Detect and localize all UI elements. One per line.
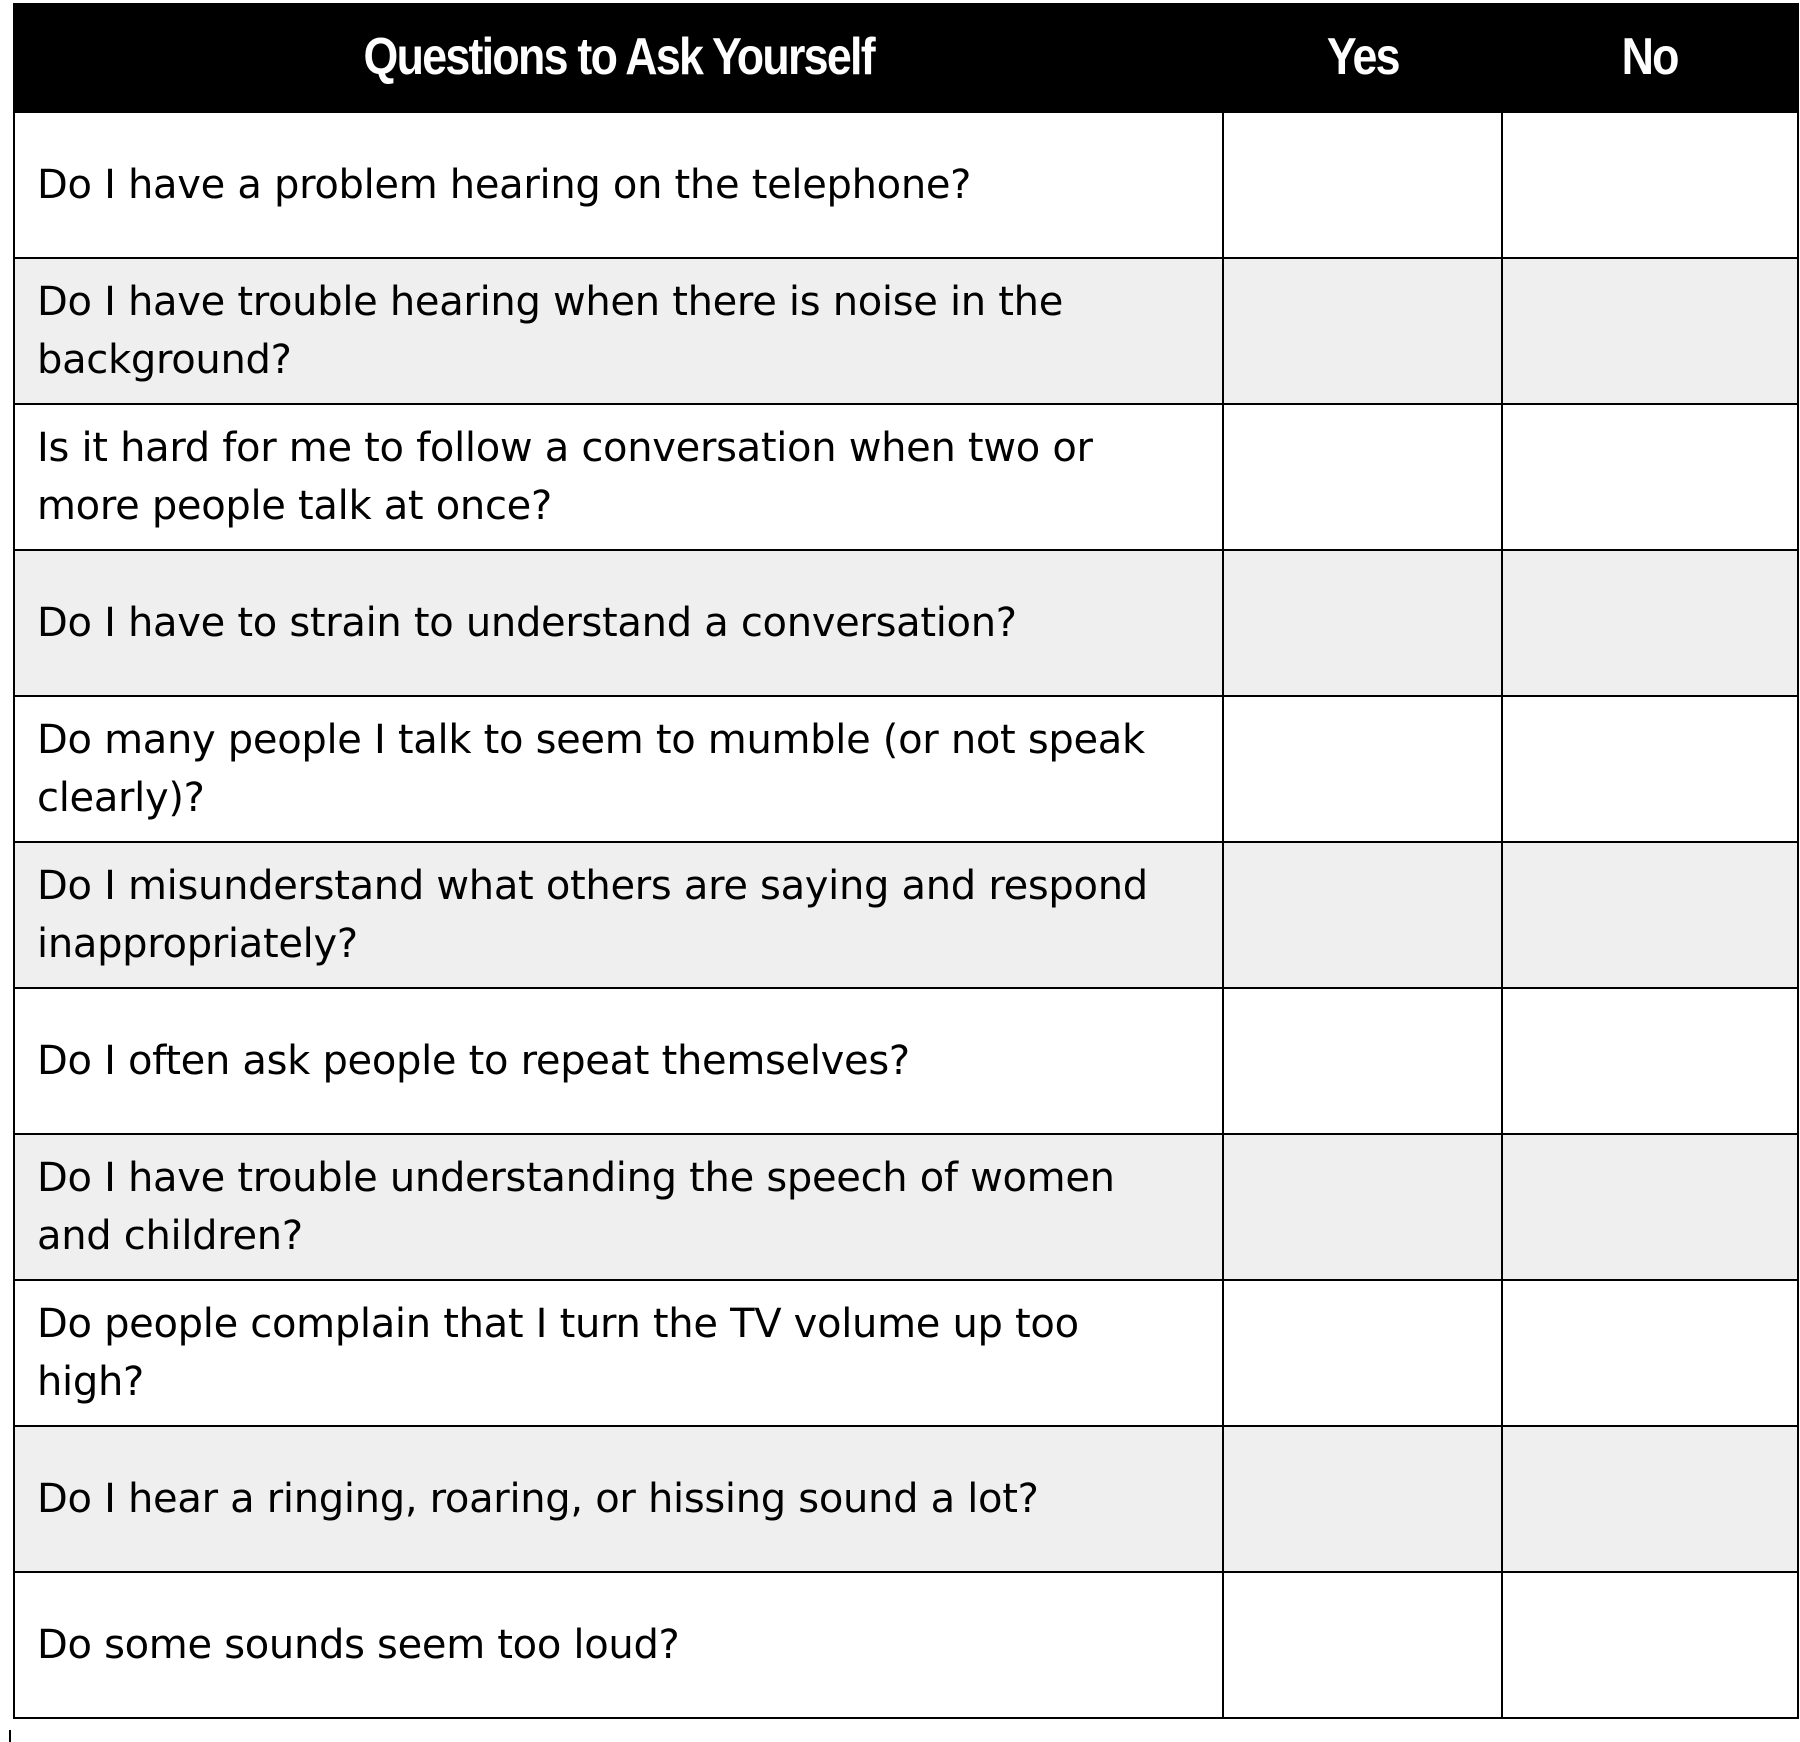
table-row — [14, 1134, 1798, 1280]
yes-checkbox-cell[interactable] — [1223, 550, 1502, 696]
table-row — [14, 1426, 1798, 1572]
no-checkbox-cell[interactable] — [1502, 1280, 1798, 1426]
question-text: Do many people I talk to seem to mumble (or not speak clearly)? — [14, 696, 1223, 842]
yes-answer-box[interactable] — [1224, 843, 1501, 987]
no-checkbox-cell[interactable] — [1502, 1572, 1798, 1718]
edge-tick-mark — [9, 1730, 11, 1742]
table-row — [14, 842, 1798, 988]
yes-answer-box[interactable] — [1224, 697, 1501, 841]
yes-answer-box[interactable] — [1224, 1135, 1501, 1279]
yes-checkbox-cell[interactable] — [1223, 1134, 1502, 1280]
table-row — [14, 1572, 1798, 1718]
table-row — [14, 1280, 1798, 1426]
question-text: Do I have trouble understanding the speech of women and children? — [14, 1134, 1223, 1280]
no-checkbox-cell[interactable] — [1502, 112, 1798, 258]
question-text: Do people complain that I turn the TV volume up too high? — [14, 1280, 1223, 1426]
yes-checkbox-cell[interactable] — [1223, 1572, 1502, 1718]
no-checkbox-cell[interactable] — [1502, 550, 1798, 696]
question-text: Do I have trouble hearing when there is noise in the background? — [14, 258, 1223, 404]
yes-column-header: Yes — [1223, 3, 1502, 112]
no-checkbox-cell[interactable] — [1502, 988, 1798, 1134]
no-checkbox-cell[interactable] — [1502, 1134, 1798, 1280]
yes-checkbox-cell[interactable] — [1223, 1426, 1502, 1572]
yes-checkbox-cell[interactable] — [1223, 988, 1502, 1134]
yes-answer-box[interactable] — [1224, 113, 1501, 257]
question-text: Is it hard for me to follow a conversation when two or more people talk at once? — [14, 404, 1223, 550]
no-checkbox-cell[interactable] — [1502, 696, 1798, 842]
question-text: Do I have a problem hearing on the telephone? — [14, 112, 1223, 258]
question-text: Do I misunderstand what others are saying and respond inappropriately? — [14, 842, 1223, 988]
table-row — [14, 550, 1798, 696]
yes-answer-box[interactable] — [1224, 259, 1501, 403]
hearing-checklist — [13, 3, 1797, 1719]
yes-checkbox-cell[interactable] — [1223, 696, 1502, 842]
no-answer-box[interactable] — [1503, 697, 1797, 841]
yes-checkbox-cell[interactable] — [1223, 258, 1502, 404]
table-row — [14, 258, 1798, 404]
no-answer-box[interactable] — [1503, 113, 1797, 257]
table-row — [14, 404, 1798, 550]
table-row — [14, 988, 1798, 1134]
yes-answer-box[interactable] — [1224, 1427, 1501, 1571]
yes-checkbox-cell[interactable] — [1223, 1280, 1502, 1426]
question-text: Do I have to strain to understand a conversation? — [14, 550, 1223, 696]
header-row — [14, 3, 1798, 112]
yes-checkbox-cell[interactable] — [1223, 404, 1502, 550]
table-row — [14, 696, 1798, 842]
no-checkbox-cell[interactable] — [1502, 258, 1798, 404]
question-text: Do I often ask people to repeat themselves? — [14, 988, 1223, 1134]
no-checkbox-cell[interactable] — [1502, 404, 1798, 550]
no-answer-box[interactable] — [1503, 1427, 1797, 1571]
no-checkbox-cell[interactable] — [1502, 1426, 1798, 1572]
question-text: Do some sounds seem too loud? — [14, 1572, 1223, 1718]
no-answer-box[interactable] — [1503, 259, 1797, 403]
question-text: Do I hear a ringing, roaring, or hissing sound a lot? — [14, 1426, 1223, 1572]
no-answer-box[interactable] — [1503, 843, 1797, 987]
yes-answer-box[interactable] — [1224, 989, 1501, 1133]
table-row — [14, 112, 1798, 258]
yes-checkbox-cell[interactable] — [1223, 842, 1502, 988]
no-answer-box[interactable] — [1503, 405, 1797, 549]
no-column-header: No — [1502, 3, 1798, 112]
yes-answer-box[interactable] — [1224, 1281, 1501, 1425]
no-checkbox-cell[interactable] — [1502, 842, 1798, 988]
questions-column-header: Questions to Ask Yourself — [14, 3, 1223, 112]
yes-checkbox-cell[interactable] — [1223, 112, 1502, 258]
yes-answer-box[interactable] — [1224, 551, 1501, 695]
no-answer-box[interactable] — [1503, 1281, 1797, 1425]
no-answer-box[interactable] — [1503, 1573, 1797, 1717]
yes-answer-box[interactable] — [1224, 1573, 1501, 1717]
yes-answer-box[interactable] — [1224, 405, 1501, 549]
no-answer-box[interactable] — [1503, 1135, 1797, 1279]
no-answer-box[interactable] — [1503, 551, 1797, 695]
no-answer-box[interactable] — [1503, 989, 1797, 1133]
checklist-table — [13, 3, 1799, 1719]
